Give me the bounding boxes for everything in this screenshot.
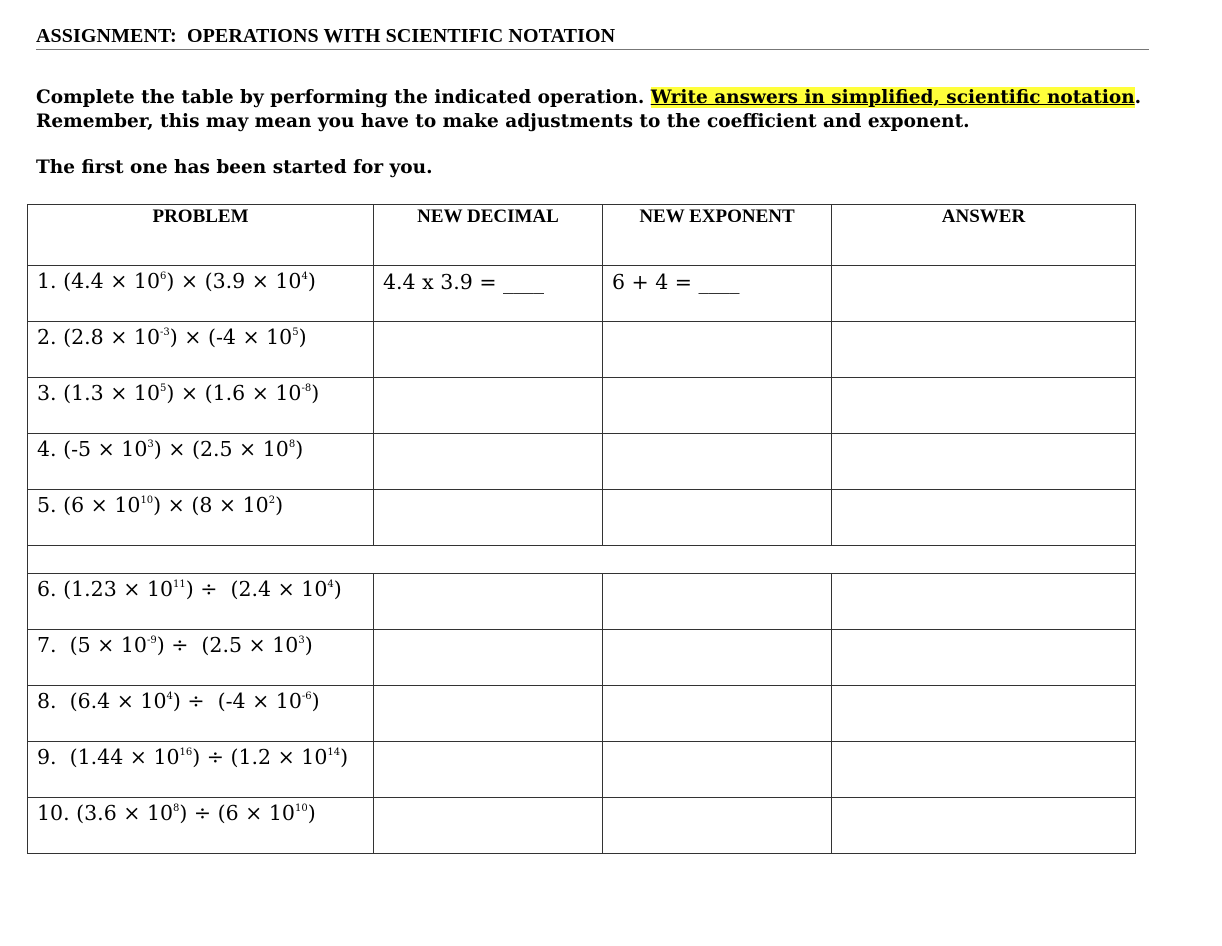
problem-expression xyxy=(28,322,373,349)
new-exponent-value xyxy=(603,630,831,634)
operator-and-second-factor: ) × (1.6 × 10 xyxy=(166,381,302,405)
answer-value xyxy=(832,490,1135,494)
answer-value xyxy=(832,798,1135,802)
first-factor: (5 × 10 xyxy=(69,633,147,657)
second-exponent: 10 xyxy=(294,803,308,814)
instructions-highlight: Write answers in simplified, scientific notation xyxy=(650,87,1135,108)
answer-cell[interactable] xyxy=(832,434,1136,490)
problem-number: 8. xyxy=(37,689,64,713)
problem-cell xyxy=(28,434,374,490)
new-exponent-cell[interactable] xyxy=(603,742,832,798)
table-row xyxy=(28,490,1136,546)
problem-cell xyxy=(28,574,374,630)
first-factor: (3.6 × 10 xyxy=(76,801,174,825)
new-exponent-value xyxy=(603,742,831,746)
new-decimal-cell[interactable] xyxy=(374,266,603,322)
table-row xyxy=(28,266,1136,322)
new-exponent-cell[interactable] xyxy=(603,434,832,490)
table-row xyxy=(28,742,1136,798)
new-decimal-cell[interactable] xyxy=(374,686,603,742)
second-exponent: 2 xyxy=(268,495,276,506)
table-row xyxy=(28,574,1136,630)
problem-number: 5. xyxy=(37,493,57,517)
new-decimal-cell[interactable] xyxy=(374,490,603,546)
table-row xyxy=(28,378,1136,434)
closing-paren: ) xyxy=(275,493,284,517)
problem-expression xyxy=(28,574,373,601)
separator-cell xyxy=(28,546,1136,574)
problem-cell xyxy=(28,742,374,798)
section-separator-row xyxy=(28,546,1136,574)
new-decimal-value xyxy=(374,434,602,438)
operator-and-second-factor: ) ÷ (2.4 × 10 xyxy=(185,577,328,601)
new-exponent-value xyxy=(603,490,831,494)
answer-cell[interactable] xyxy=(832,630,1136,686)
closing-paren: ) xyxy=(298,325,307,349)
answer-value xyxy=(832,322,1135,326)
problem-cell xyxy=(28,798,374,854)
second-exponent: -8 xyxy=(301,383,312,394)
problem-cell xyxy=(28,686,374,742)
new-decimal-cell[interactable] xyxy=(374,378,603,434)
instructions-text: Complete the table by performing the indicated operation. xyxy=(36,87,651,108)
closing-paren: ) xyxy=(311,381,320,405)
operator-and-second-factor: ) × (3.9 × 10 xyxy=(166,269,302,293)
new-exponent-cell[interactable] xyxy=(603,630,832,686)
problem-expression xyxy=(28,686,373,713)
instructions-paragraph xyxy=(36,86,1156,134)
table-row xyxy=(28,798,1136,854)
first-exponent: -9 xyxy=(146,635,157,646)
answer-cell[interactable] xyxy=(832,322,1136,378)
first-factor: (6 × 10 xyxy=(63,493,141,517)
new-exponent-cell[interactable] xyxy=(603,686,832,742)
problem-expression xyxy=(28,434,373,461)
closing-paren: ) xyxy=(340,745,349,769)
first-exponent: 8 xyxy=(173,803,180,814)
first-factor: (1.3 × 10 xyxy=(63,381,160,405)
new-decimal-value xyxy=(374,630,602,634)
problem-expression xyxy=(28,630,373,657)
first-exponent: -3 xyxy=(160,327,170,338)
problem-table xyxy=(27,204,1136,854)
new-decimal-value xyxy=(374,490,602,494)
header-new-exponent: NEW EXPONENT xyxy=(603,205,832,266)
new-exponent-cell[interactable] xyxy=(603,378,832,434)
first-exponent: 11 xyxy=(173,579,186,590)
problem-cell xyxy=(28,490,374,546)
problem-expression xyxy=(28,266,373,293)
table-row xyxy=(28,630,1136,686)
operator-and-second-factor: ) × (8 × 10 xyxy=(153,493,269,517)
new-decimal-cell[interactable] xyxy=(374,798,603,854)
first-exponent: 4 xyxy=(166,691,173,702)
header-answer: ANSWER xyxy=(832,205,1136,266)
new-exponent-value xyxy=(603,322,831,326)
table-header-row xyxy=(28,205,1136,266)
table-row xyxy=(28,322,1136,378)
problem-cell xyxy=(28,266,374,322)
instructions-text-continued: . Remember, this may mean you have to make adjustments to the coefficient and exponent. xyxy=(36,87,1142,132)
first-exponent: 10 xyxy=(140,495,154,506)
answer-value xyxy=(832,630,1135,634)
new-exponent-cell[interactable] xyxy=(603,266,832,322)
problem-number: 3. xyxy=(37,381,57,405)
new-decimal-cell[interactable] xyxy=(374,434,603,490)
closing-paren: ) xyxy=(304,633,313,657)
new-exponent-value: 6 + 4 = ____ xyxy=(612,270,740,294)
new-exponent-value xyxy=(603,378,831,382)
closing-paren: ) xyxy=(295,437,304,461)
new-decimal-cell[interactable] xyxy=(374,322,603,378)
new-decimal-value xyxy=(374,742,602,746)
problem-number: 1. xyxy=(37,269,57,293)
answer-value xyxy=(832,686,1135,690)
answer-cell[interactable] xyxy=(832,266,1136,322)
answer-value xyxy=(832,574,1135,578)
first-exponent: 3 xyxy=(147,439,154,450)
first-factor: (2.8 × 10 xyxy=(63,325,160,349)
answer-value xyxy=(832,378,1135,382)
second-exponent: -6 xyxy=(301,691,312,702)
new-decimal-value xyxy=(374,378,602,382)
second-exponent: 5 xyxy=(292,327,299,338)
header-problem: PROBLEM xyxy=(28,205,374,266)
operator-and-second-factor: ) × (2.5 × 10 xyxy=(153,437,289,461)
new-exponent-cell[interactable] xyxy=(603,490,832,546)
problem-number: 4. xyxy=(37,437,57,461)
operator-and-second-factor: ) × (-4 × 10 xyxy=(169,325,293,349)
first-factor: (1.44 × 10 xyxy=(69,745,180,769)
answer-cell[interactable] xyxy=(832,574,1136,630)
first-factor: (1.23 × 10 xyxy=(63,577,174,601)
answer-cell[interactable] xyxy=(832,490,1136,546)
problem-expression xyxy=(28,798,373,825)
new-decimal-value: 4.4 x 3.9 = ____ xyxy=(383,270,545,294)
second-exponent: 14 xyxy=(327,747,341,758)
problem-expression xyxy=(28,742,373,769)
operator-and-second-factor: ) ÷ (6 × 10 xyxy=(179,801,295,825)
problem-cell xyxy=(28,322,374,378)
answer-cell[interactable] xyxy=(832,686,1136,742)
new-exponent-value xyxy=(603,434,831,438)
second-exponent: 4 xyxy=(327,579,334,590)
first-factor: (-5 × 10 xyxy=(63,437,148,461)
problem-number: 10. xyxy=(37,801,70,825)
first-exponent: 16 xyxy=(179,747,193,758)
new-decimal-value xyxy=(374,798,602,802)
new-exponent-value xyxy=(603,798,831,802)
new-decimal-cell[interactable] xyxy=(374,742,603,798)
new-decimal-cell[interactable] xyxy=(374,630,603,686)
problem-number: 7. xyxy=(37,633,64,657)
new-decimal-value xyxy=(374,574,602,578)
operator-and-second-factor: ) ÷ (1.2 × 10 xyxy=(192,745,328,769)
new-exponent-value xyxy=(603,686,831,690)
operator-and-second-factor: ) ÷ (-4 × 10 xyxy=(172,689,302,713)
first-factor: (4.4 × 10 xyxy=(63,269,160,293)
closing-paren: ) xyxy=(311,689,320,713)
table-body xyxy=(28,266,1136,854)
answer-cell[interactable] xyxy=(832,378,1136,434)
second-exponent: 3 xyxy=(298,635,305,646)
first-exponent: 6 xyxy=(160,271,167,282)
problem-number: 6. xyxy=(37,577,57,601)
problem-cell xyxy=(28,630,374,686)
new-exponent-cell[interactable] xyxy=(603,574,832,630)
new-decimal-value xyxy=(374,322,602,326)
problem-number: 9. xyxy=(37,745,64,769)
answer-value xyxy=(832,742,1135,746)
second-exponent: 8 xyxy=(288,439,296,450)
first-exponent: 5 xyxy=(160,383,167,394)
new-exponent-value xyxy=(603,574,831,578)
answer-cell[interactable] xyxy=(832,742,1136,798)
problem-number: 2. xyxy=(37,325,57,349)
assignment-title: ASSIGNMENT: OPERATIONS WITH SCIENTIFIC NOTATION xyxy=(36,25,1149,50)
new-decimal-value xyxy=(374,686,602,690)
second-exponent: 4 xyxy=(301,271,308,282)
first-factor: (6.4 × 10 xyxy=(69,689,167,713)
problem-expression xyxy=(28,490,373,517)
new-exponent-cell[interactable] xyxy=(603,322,832,378)
closing-paren: ) xyxy=(333,577,342,601)
table-row xyxy=(28,434,1136,490)
started-note: The first one has been started for you. xyxy=(36,157,433,178)
problem-cell xyxy=(28,378,374,434)
new-decimal-cell[interactable] xyxy=(374,574,603,630)
closing-paren: ) xyxy=(307,801,316,825)
answer-value xyxy=(832,434,1135,438)
table-row xyxy=(28,686,1136,742)
answer-cell[interactable] xyxy=(832,798,1136,854)
new-exponent-cell[interactable] xyxy=(603,798,832,854)
answer-value xyxy=(832,266,1135,270)
problem-expression xyxy=(28,378,373,405)
closing-paren: ) xyxy=(307,269,316,293)
operator-and-second-factor: ) ÷ (2.5 × 10 xyxy=(156,633,299,657)
header-new-decimal: NEW DECIMAL xyxy=(374,205,603,266)
